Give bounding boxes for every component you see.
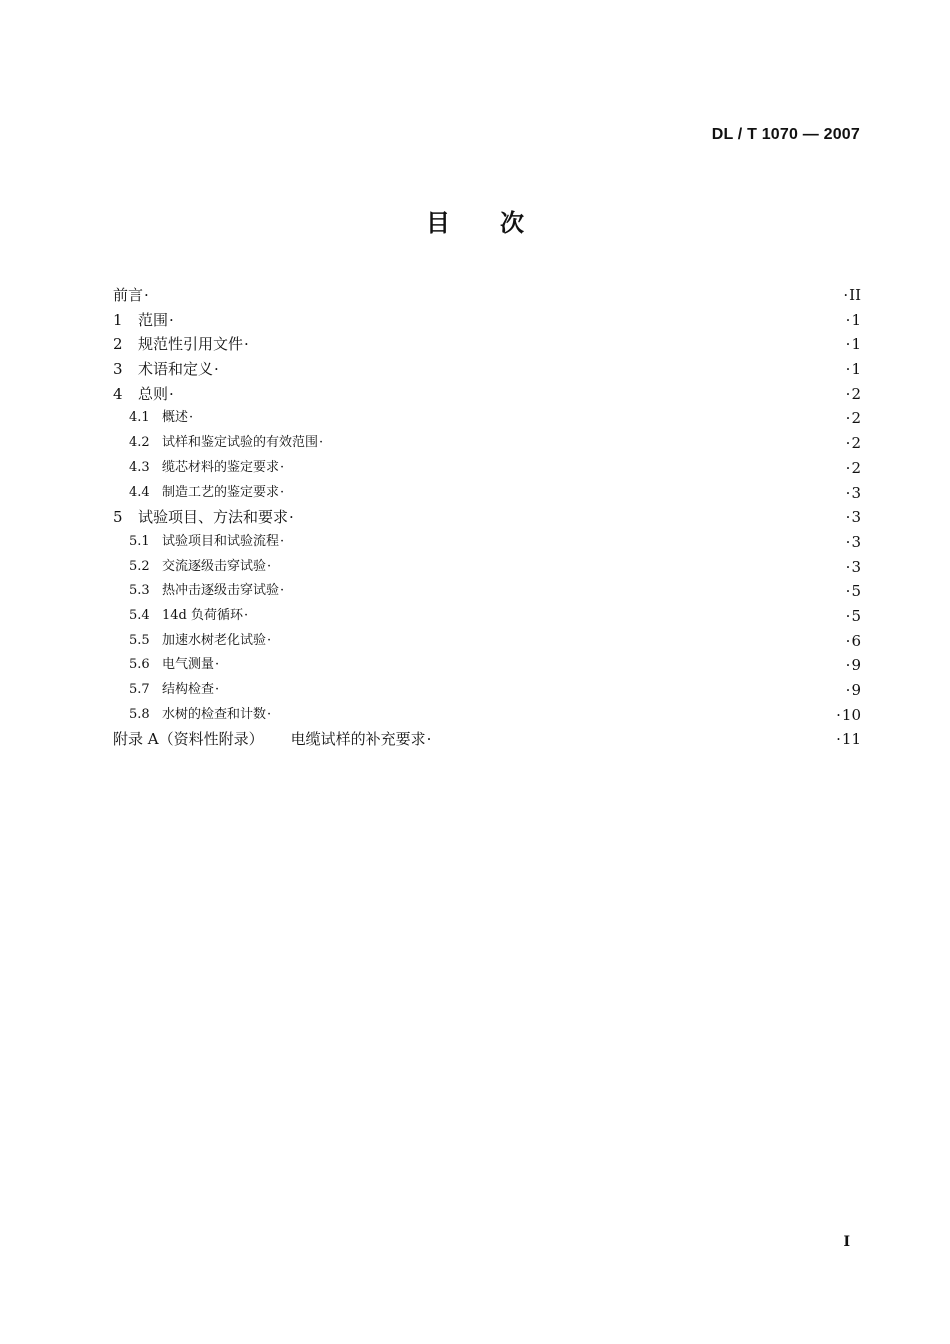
toc-entry-5[interactable] xyxy=(113,505,861,530)
toc-entry-foreword[interactable] xyxy=(113,283,861,308)
toc-entry-page: · 11 xyxy=(836,727,861,752)
toc-entry-page: · 9 xyxy=(846,678,861,703)
toc-entry-text: 热冲击逐级击穿试验 · xyxy=(162,579,284,604)
toc-entry-page: · 3 xyxy=(846,505,861,530)
toc-entry-appendix-a[interactable] xyxy=(113,727,861,752)
toc-entry-5-1[interactable] xyxy=(113,530,861,555)
toc-entry-page: · 2 xyxy=(846,406,861,431)
toc-entry-text: 水树的检查和计数 · xyxy=(162,703,271,728)
toc-entry-4-2[interactable] xyxy=(113,431,861,456)
toc-entry-text: 14d 负荷循环 · xyxy=(162,604,248,629)
toc-entry-number: 2 xyxy=(113,335,123,354)
page-title xyxy=(0,203,950,238)
appendix-label: 附录 A（资料性附录） xyxy=(113,730,264,749)
toc-entry-page: · 10 xyxy=(836,703,861,728)
toc-entry-5-5[interactable] xyxy=(113,629,861,654)
toc-entry-page: · 3 xyxy=(846,555,861,580)
toc-entry-text: 加速水树老化试验 · xyxy=(162,629,271,654)
toc-entry-5-7[interactable] xyxy=(113,678,861,703)
toc-entry-page: · 2 xyxy=(846,456,861,481)
toc-entry-page: · 2 xyxy=(846,431,861,456)
toc-entry-page: · 3 xyxy=(846,530,861,555)
toc-entry-number: 4 xyxy=(113,384,123,403)
toc-entry-page: · 5 xyxy=(846,604,861,629)
toc-entry-text: 试验项目、方法和要求 · xyxy=(138,505,294,530)
toc-entry-page: · II xyxy=(843,283,861,308)
toc-entry-page: · 1 xyxy=(846,308,861,333)
toc-entry-page: · 3 xyxy=(846,481,861,506)
toc-entry-4-3[interactable] xyxy=(113,456,861,481)
toc-entry-number: 5 xyxy=(113,508,123,527)
toc-entry-number: 5.1 xyxy=(129,533,150,549)
title-char-1: 目 xyxy=(426,209,450,237)
toc-entry-text: 规范性引用文件 · xyxy=(138,332,249,357)
toc-entry-number: 5.8 xyxy=(129,706,150,722)
toc-entry-text: 范围 · xyxy=(138,308,174,333)
table-of-contents xyxy=(113,283,861,752)
toc-entry-text: 电气测量 · xyxy=(162,653,219,678)
toc-entry-text: 制造工艺的鉴定要求 · xyxy=(162,481,284,506)
toc-entry-page: · 1 xyxy=(846,332,861,357)
toc-entry-5-4[interactable] xyxy=(113,604,861,629)
toc-entry-page: · 9 xyxy=(846,653,861,678)
toc-entry-4-4[interactable] xyxy=(113,481,861,506)
toc-entry-number: 4.3 xyxy=(129,459,150,475)
toc-entry-5-6[interactable] xyxy=(113,653,861,678)
toc-entry-5-2[interactable] xyxy=(113,555,861,580)
toc-entry-number: 4.4 xyxy=(129,484,150,500)
toc-entry-page: · 1 xyxy=(846,357,861,382)
toc-entry-number: 1 xyxy=(113,310,123,329)
toc-entry-number: 5.4 xyxy=(129,607,150,623)
toc-entry-1[interactable] xyxy=(113,308,861,333)
toc-entry-5-8[interactable] xyxy=(113,703,861,728)
toc-entry-text: 总则 · xyxy=(138,382,174,407)
toc-entry-text: 结构检查 · xyxy=(162,678,219,703)
toc-entry-number: 5.6 xyxy=(129,657,150,673)
toc-entry-5-3[interactable] xyxy=(113,579,861,604)
toc-entry-text: 交流逐级击穿试验 · xyxy=(162,555,271,580)
toc-entry-4[interactable] xyxy=(113,382,861,407)
toc-entry-number: 4.1 xyxy=(129,410,150,426)
toc-entry-number: 5.5 xyxy=(129,632,150,648)
toc-entry-3[interactable] xyxy=(113,357,861,382)
toc-entry-number: 4.2 xyxy=(129,435,150,451)
toc-entry-text: 前言 · xyxy=(113,283,149,308)
toc-entry-text: 试样和鉴定试验的有效范围 · xyxy=(162,431,323,456)
toc-entry-number: 5.2 xyxy=(129,558,150,574)
standard-code: DL / T 1070 — 2007 xyxy=(711,126,860,143)
toc-entry-page: · 6 xyxy=(846,629,861,654)
appendix-title: 电缆试样的补充要求 · xyxy=(291,730,432,748)
toc-entry-text: 试验项目和试验流程 · xyxy=(162,530,284,555)
toc-entry-text: 术语和定义 · xyxy=(138,357,219,382)
toc-entry-2[interactable] xyxy=(113,332,861,357)
toc-entry-number: 5.7 xyxy=(129,682,150,697)
toc-entry-page: · 5 xyxy=(846,579,861,604)
toc-entry-page: · 2 xyxy=(846,382,861,407)
toc-entry-text: 概述 · xyxy=(162,406,193,431)
toc-entry-number: 3 xyxy=(113,360,123,379)
page-number: I xyxy=(843,1234,850,1250)
toc-entry-4-1[interactable] xyxy=(113,406,861,431)
title-char-2: 次 xyxy=(500,209,524,237)
toc-entry-text: 缆芯材料的鉴定要求 · xyxy=(162,456,284,481)
toc-entry-number: 5.3 xyxy=(129,583,150,599)
